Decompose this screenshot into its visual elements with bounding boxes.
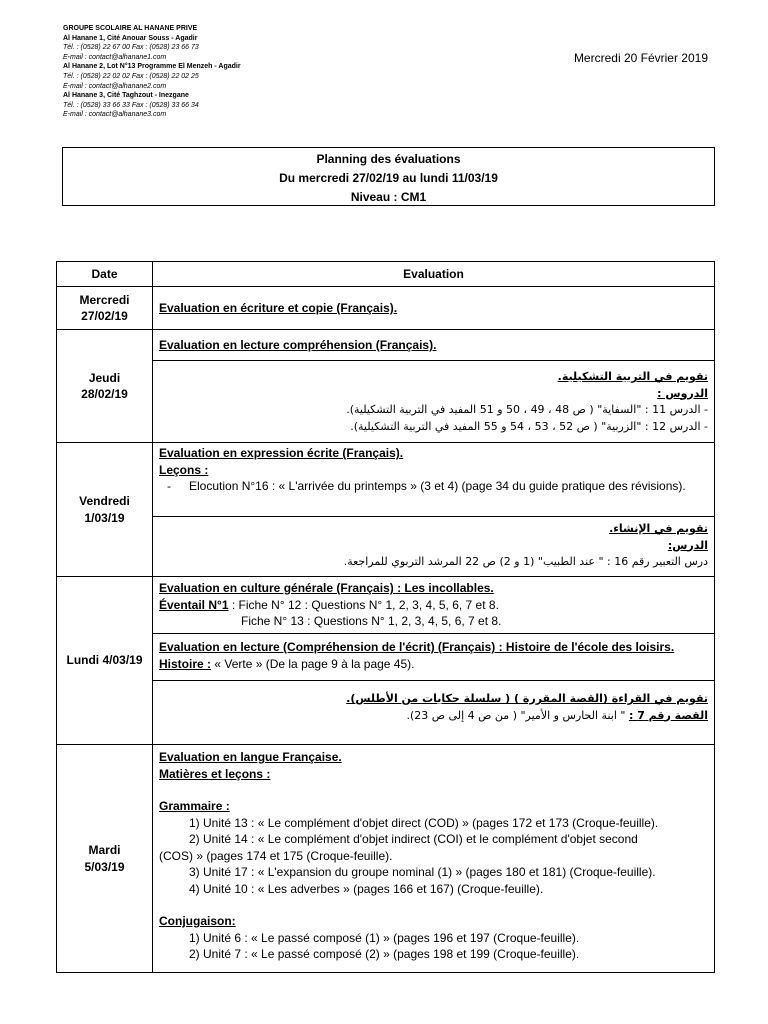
arabic-line: " ابنة الحارس و الأمير" ( من ص 4 إلى ص 23).: [406, 708, 629, 722]
bullet-dash: -: [167, 479, 171, 493]
day-date: 28/02/19: [81, 387, 128, 401]
arabic-subtitle: الدروس :: [657, 386, 708, 400]
branch-2-email: E-mail : contact@alhanane2.com: [63, 82, 167, 90]
date-cell: [57, 577, 153, 745]
evaluation-subtitle: Histoire :: [159, 656, 212, 671]
school-header: [63, 24, 241, 120]
bullet-text: Elocution N°16 : « L'arrivée du printemps » (3 et 4) (page 34 du guide pratique des révisions).: [189, 479, 686, 493]
day-name: Vendredi: [79, 494, 130, 508]
date-cell: [57, 443, 153, 577]
branch-2-address: Al Hanane 2, Lot N°13 Programme El Menzeh - Agadir: [63, 63, 241, 71]
arabic-title: تقويم في الإنشاء.: [609, 522, 708, 535]
list-item: 2) Unité 14 : « Le complément d'objet indirect (COI) et le complément d'objet second: [189, 832, 638, 846]
list-item: 4) Unité 10 : « Les adverbes » (pages 166 et 167) (Croque-feuille).: [189, 881, 544, 896]
branch-1-phone: Tél. : (0528) 22 67 00 Fax : (0528) 23 66 73: [63, 44, 199, 52]
evaluation-title: Evaluation en lecture compréhension (Français).: [159, 338, 437, 352]
bullet-item: [159, 478, 708, 495]
branch-3-email: E-mail : contact@alhanane3.com: [63, 111, 167, 119]
document-date: Mercredi 20 Février 2019: [573, 51, 708, 65]
date-cell: [57, 745, 153, 973]
list-item: 1) Unité 6 : « Le passé composé (1) » (pages 196 et 197 (Croque-feuille).: [189, 930, 580, 945]
arabic-line: درس التعبير رقم 16 : " عند الطبيب" (1 و 2) ص 22 المرشد التربوي للمراجعة.: [343, 555, 708, 568]
day-name: Mercredi: [79, 292, 130, 307]
arabic-subtitle: القصة رقم 7 :: [628, 708, 708, 722]
title-line-2: Du mercredi 27/02/19 au lundi 11/03/19: [279, 171, 498, 185]
section-heading: Conjugaison:: [159, 914, 236, 928]
list-item: (COS) » (pages 174 et 175 (Croque-feuille).: [159, 848, 393, 863]
evaluation-line: Fiche N° 13 : Questions N° 1, 2, 3, 4, 5, 6, 7 et 8.: [241, 614, 502, 628]
evaluation-subtitle: Matières et leçons :: [159, 766, 271, 781]
evaluation-subtitle: Éventail N°1: [159, 597, 229, 612]
evaluation-title: Evaluation en langue Française.: [159, 750, 342, 764]
evaluation-cell: [153, 634, 715, 681]
day-name: Lundi 4/03/19: [66, 653, 143, 668]
list-item: 3) Unité 17 : « L'expansion du groupe nominal (1) » (pages 180 et 181) (Croque-feuille).: [189, 865, 656, 879]
date-cell: [57, 330, 153, 443]
arabic-title: تقويم في التربية التشكيلية.: [557, 370, 708, 383]
section-heading: Grammaire :: [159, 799, 230, 813]
arabic-line: - الدرس 12 : "الزربية" ( ص 52 ، 53 ، 54 و 55 المفيد في التربية التشكيلية).: [350, 419, 708, 433]
header-date: Date: [57, 262, 153, 287]
evaluation-cell-arabic: [153, 361, 715, 443]
date-cell: [57, 287, 153, 330]
evaluation-cell: [153, 287, 715, 330]
evaluation-subtitle: Leçons :: [159, 462, 209, 477]
evaluation-cell: [153, 443, 715, 517]
day-date: 1/03/19: [84, 510, 125, 525]
evaluation-cell-arabic: [153, 681, 715, 745]
evaluation-cell-arabic: [153, 517, 715, 577]
evaluation-line: : Fiche N° 12 : Questions N° 1, 2, 3, 4, 5, 6, 7 et 8.: [228, 597, 499, 612]
day-date: 27/02/19: [81, 309, 128, 323]
list-item: 1) Unité 13 : « Le complément d'objet direct (COD) » (pages 172 et 173 (Croque-feuille).: [189, 815, 659, 830]
branch-1-address: Al Hanane 1, Cité Anouar Souss - Agadir: [63, 34, 198, 42]
day-name: Jeudi: [88, 370, 121, 385]
branch-3-address: Al Hanane 3, Cité Taghzout - Inezgane: [63, 92, 189, 100]
header-evaluation: Evaluation: [153, 262, 715, 287]
evaluation-title: Evaluation en lecture (Compréhension de l'écrit) (Français) : Histoire de l'école des loisirs.: [159, 640, 675, 654]
evaluation-title: Evaluation en culture générale (Français) : Les incollables.: [159, 581, 494, 595]
arabic-title: تقويم في القراءة (القصة المقررة ) ( سلسلة حكايات من الأطلس).: [346, 692, 708, 705]
arabic-subtitle: الدرس:: [667, 538, 708, 552]
evaluation-line: « Verte » (De la page 9 à la page 45).: [211, 656, 415, 671]
planning-table: [56, 261, 715, 973]
branch-1-email: E-mail : contact@alhanane1.com: [63, 53, 167, 61]
day-date: 5/03/19: [84, 859, 125, 874]
title-box: [62, 147, 715, 206]
day-name: Mardi: [88, 843, 121, 857]
evaluation-title: Evaluation en écriture et copie (Français).: [159, 300, 398, 315]
branch-3-phone: Tél. : (0528) 33 66 33 Fax : (0528) 33 66 34: [63, 101, 199, 109]
arabic-line: - الدرس 11 : "السفاية" ( ص 48 ، 49 ، 50 و 51 المفيد في التربية التشكيلية).: [346, 403, 708, 416]
branch-2-phone: Tél. : (0528) 22 02 02 Fax : (0528) 22 02 25: [63, 72, 199, 80]
title-line-1: Planning des évaluations: [316, 152, 461, 166]
list-item: 2) Unité 7 : « Le passé composé (2) » (pages 198 et 199 (Croque-feuille).: [189, 947, 580, 961]
title-line-3: Niveau : CM1: [350, 190, 427, 204]
evaluation-title: Evaluation en expression écrite (Français).: [159, 446, 404, 460]
evaluation-cell: [153, 577, 715, 634]
evaluation-cell: [153, 330, 715, 361]
school-name: GROUPE SCOLAIRE AL HANANE PRIVE: [63, 25, 198, 32]
evaluation-cell: [153, 745, 715, 973]
